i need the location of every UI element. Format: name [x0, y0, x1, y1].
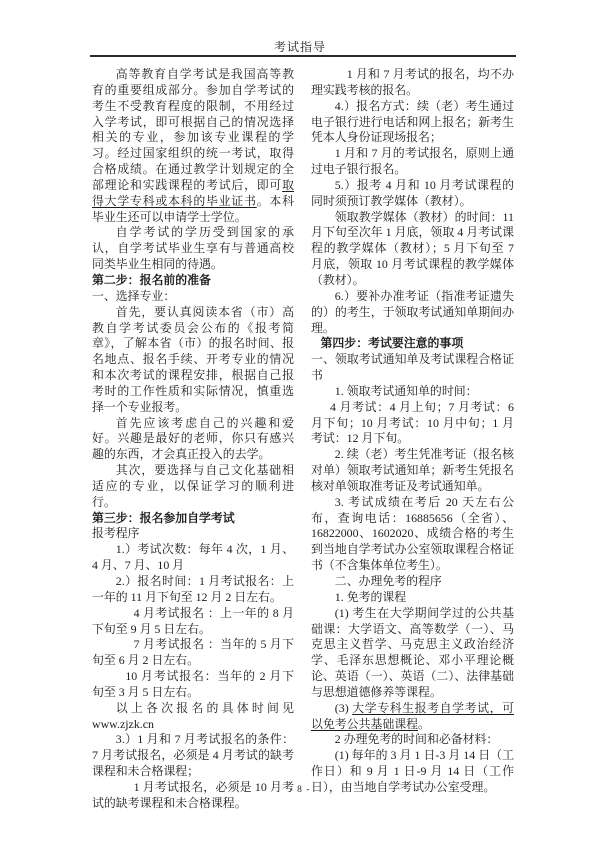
paragraph: [311, 701, 514, 733]
text-run: 2.）报名时间：1 月考试报名：上一年的 11 月下旬至 12 月 2 日左右。: [92, 574, 294, 604]
paragraph: [311, 574, 514, 590]
text-run: 以上各次报名的具体时间见: [115, 700, 294, 715]
website-url: www.zjzk.cn: [92, 716, 154, 731]
paragraph: [311, 146, 514, 178]
text-run: 3. 考试成绩在考后 20 天左右公布，查询电话：16885656（全省）、16822000、1602020、成绩合格的考生到当地自学考试办公室领取课程合格证书（不含集体单位考生）。: [311, 494, 514, 573]
paragraph: [311, 384, 514, 400]
paragraph: [311, 447, 514, 495]
text-run: 1 月和 7 月考试的报名，均不办理实践考核的报名。: [311, 67, 514, 97]
paragraph: [92, 542, 294, 574]
text-run: 第二步：报名前的准备: [92, 272, 211, 287]
text-run: 。: [418, 716, 430, 731]
text-run: 高等教育自学考试是我国高等教育的重要组成部分。参加自学考试的考生不受教育程度的限制，不用经过入学考试，即可根据自己的情况选择相关的专业，参加该专业课程的学习。经过国家组织的统一考试，取得合格成绩。在通过教学计划规定的全部理论和实践课程的考试后，即可: [92, 67, 294, 192]
paragraph: [92, 289, 294, 305]
paragraph: [92, 416, 294, 464]
paragraph: [311, 67, 514, 99]
text-run: 。本科毕业生还可以申请学士学位。: [92, 193, 294, 224]
section-heading: [311, 336, 514, 352]
paragraph: [311, 210, 514, 289]
text-run: (1) 每年的 3 月 1 日-3 月 14 日（工作日）和 9 月 1 日-9 月 14 日（工作日），由当地自学考试办公室受理。: [311, 748, 514, 794]
paragraph: [311, 99, 514, 147]
text-run: 6.）要补办准考证（指准考证遗失的）的考生，于领取考试通知单期间办理。: [311, 288, 514, 335]
text-run: 首先，要认真阅读本省（市）高教自学考试委员会公布的《报考简章》，了解本省（市）的报名时间、报名地点、报名手续、开考专业的情况和本次考试的课程安排，根据自己报考时的工作性质和实际情况，慎重选择一个专业报考。: [92, 304, 294, 414]
text-run: 领取教学媒体（教材）的时间：11 月下旬至次年 1 月底，领取 4 月考试课程的教学媒体（教材）；5 月下旬至 7 月底，领取 10 月考试课程的教学媒体（教材）。: [311, 209, 514, 287]
text-run: 首先应该考虑自己的兴趣和爱好。兴趣是最好的老师，你只有感兴趣的东西，才会真正投入的去学。: [92, 415, 294, 462]
text-run: 其次，要选择与自己文化基础相适应的专业，以保证学习的顺利进行。: [92, 463, 294, 509]
text-run: 1.）考试次数：每年 4 次，1 月、4 月、7 月、10 月: [92, 542, 294, 573]
page-header-title: 考试指导: [273, 40, 326, 54]
text-run: 1. 免考的课程: [334, 589, 407, 604]
header-rule: [90, 55, 516, 57]
text-run: 第三步：报名参加自学考试: [92, 510, 235, 525]
paragraph: [311, 606, 514, 701]
text-run: (1) 考生在大学期间学过的公共基础课：大学语文、高等数学（一）、马克思主义哲学、马克思主义政治经济学、毛泽东思想概论、邓小平理论概论、英语（一）、英语（二）、法律基础与思想道德修养等课程。: [311, 605, 514, 699]
section-heading: [92, 511, 294, 527]
text-run: 4 月考试报名 ：上一年的 8 月下旬至 9 月 5 日左右。: [92, 605, 294, 636]
text-column-left: [92, 67, 294, 812]
text-run: 5.）报考 4 月和 10 月考试课程的同时须预订教学媒体（教材）。: [311, 177, 514, 208]
text-run: 第四步：考试要注意的事项: [320, 336, 464, 351]
paragraph: [311, 400, 514, 448]
text-run: 7 月考试报名 ：当年的 5 月下旬至 6 月 2 日左右。: [92, 637, 294, 668]
text-run: 一、领取考试通知单及考试课程合格证书: [311, 352, 514, 383]
paragraph: [92, 225, 294, 273]
paragraph: [92, 701, 294, 733]
text-run: 1 月和 7 月的考试报名，原则上通过电子银行报名。: [311, 146, 514, 177]
text-run: 4.）报名方式：续（老）考生通过电子银行进行电话和网上报名；新考生凭本人身份证现场报名；: [311, 98, 514, 145]
text-run: 2. 续（老）考生凭准考证（报名核对单）领取考试通知单；新考生凭报名核对单领取准考证及考试通知单。: [311, 447, 514, 493]
text-run: 4 月考试：4 月上旬；7 月考试：6 月下旬；10 月考试：10 月中旬；1 月考试：12 月下旬。: [311, 399, 514, 446]
paragraph: [92, 574, 294, 606]
paragraph: [92, 669, 294, 701]
text-run: (3): [334, 700, 353, 715]
text-run: 自学考试的学历受到国家的承认，自学考试毕业生享有与普通高校同类毕业生相同的待遇。: [92, 225, 294, 272]
text-column-right: [311, 67, 514, 796]
paragraph: [92, 637, 294, 669]
underlined-text-run: 取得大学专科或本科的毕业证书: [92, 177, 294, 208]
paragraph: [311, 495, 514, 574]
text-run: 报考程序: [92, 526, 140, 541]
paragraph: [311, 590, 514, 606]
paragraph: [92, 526, 294, 542]
paragraph: [92, 606, 294, 638]
text-run: 1 月考试报名，必须是 10 月考试的缺考课程和未合格课程。: [92, 779, 294, 810]
paragraph: [92, 463, 294, 511]
paragraph: [92, 67, 294, 225]
text-run: 10 月考试报名：当年的 2 月下旬至 3 月 5 日左右。: [92, 669, 294, 699]
text-run: 3.）1 月和 7 月考试报名的条件：7 月考试报名，必须是 4 月考试的缺考课程和未合格课程；: [92, 732, 294, 779]
text-run: 1. 领取考试通知单的时间：: [334, 383, 478, 398]
paragraph: [92, 305, 294, 416]
paragraph: [311, 178, 514, 210]
underlined-text-run: 大学专科生报考自学考试，可以免考公共基础课程: [311, 700, 514, 731]
text-run: 2 办理免考的时间和必备材料：: [334, 732, 499, 747]
paragraph: [92, 732, 294, 780]
page-number: - 8 -: [289, 785, 311, 795]
paragraph: [311, 732, 514, 748]
paragraph: [311, 289, 514, 337]
section-heading: [92, 273, 294, 289]
paragraph: [311, 352, 514, 384]
text-run: 二、办理免考的程序: [334, 574, 442, 588]
text-run: 一、选择专业：: [92, 288, 176, 303]
